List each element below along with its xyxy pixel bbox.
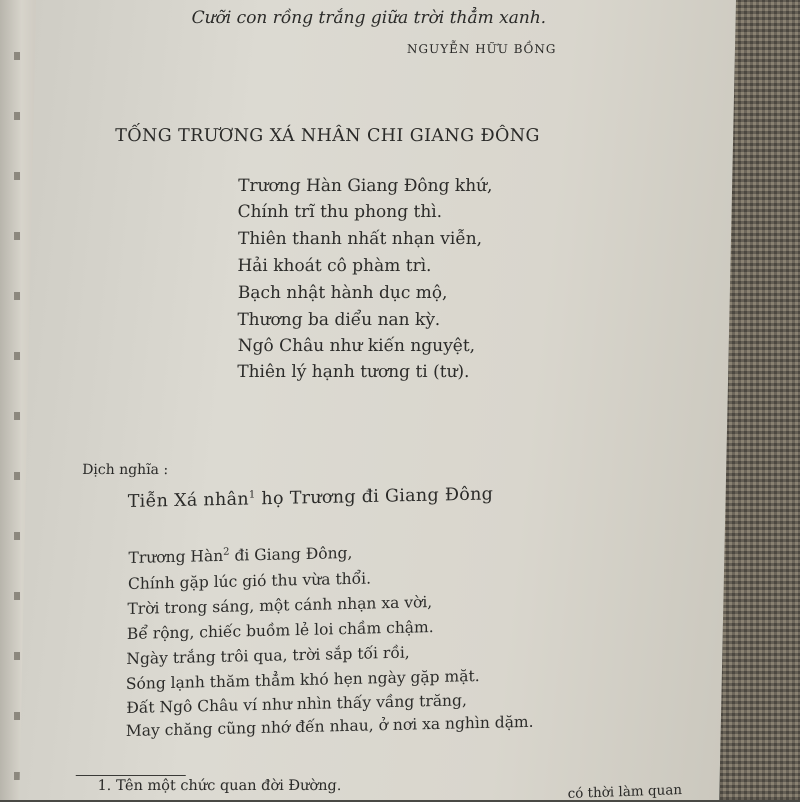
translation-line: Chính gặp lúc gió thu vừa thổi. <box>127 569 372 593</box>
translation-line: Ngày trắng trôi qua, trời sắp tối rồi, <box>126 643 410 668</box>
translation-line <box>129 544 353 567</box>
top-author: NGUYỄN HỮU BỒNG <box>406 42 557 56</box>
poem-line: Bạch nhật hành dục mộ, <box>237 283 448 303</box>
translation-title <box>128 484 493 512</box>
footnote-1: 1. Tên một chức quan đời Đường. <box>97 778 342 794</box>
translation-line-rest: đi Giang Đông, <box>229 543 353 565</box>
translation-line: Bể rộng, chiếc buồm lẻ loi chầm chậm. <box>126 618 434 643</box>
top-verse-line: Cưỡi con rồng trắng giữa trời thẳm xanh. <box>191 8 547 28</box>
footnote-ref-2: 2 <box>223 546 230 558</box>
binding-stitches <box>14 0 20 800</box>
translation-line: Trời trong sáng, một cánh nhạn xa vời, <box>127 593 433 618</box>
poem-line: Thiên lý hạnh tương ti (tư). <box>236 362 470 382</box>
book-page <box>19 0 736 800</box>
poem-line: Trương Hàn Giang Đông khứ, <box>237 176 493 196</box>
poem-title: TỐNG TRƯƠNG XÁ NHÂN CHI GIANG ĐÔNG <box>114 126 541 146</box>
poem-line: Thương ba diểu nan kỳ. <box>237 310 441 330</box>
footnote-divider <box>76 775 186 776</box>
translation-line: Sóng lạnh thăm thẳm khó hẹn ngày gặp mặt. <box>125 666 480 693</box>
translation-line: Đất Ngô Châu ví như nhìn thấy vầng trăng, <box>126 691 467 717</box>
footnote-2-partial: có thời làm quan <box>567 782 683 802</box>
translation-title-rest: họ Trương đi Giang Đông <box>255 484 494 510</box>
translation-label: Dịch nghĩa : <box>81 462 169 478</box>
footnote-ref-1: 1 <box>248 489 256 501</box>
translation-line: May chăng cũng nhớ đến nhau, ở nơi xa nghìn dặm. <box>125 712 534 740</box>
translation-title-text: Tiễn Xá nhân <box>127 489 249 512</box>
poem-line: Hải khoát cô phàm trì. <box>237 256 432 276</box>
poem-line: Ngô Châu như kiến nguyệt, <box>237 336 476 356</box>
poem-line: Chính trĩ thu phong thì. <box>237 202 443 222</box>
poem-line: Thiên thanh nhất nhạn viễn, <box>237 229 483 249</box>
translation-line-text: Trương Hàn <box>128 546 224 567</box>
